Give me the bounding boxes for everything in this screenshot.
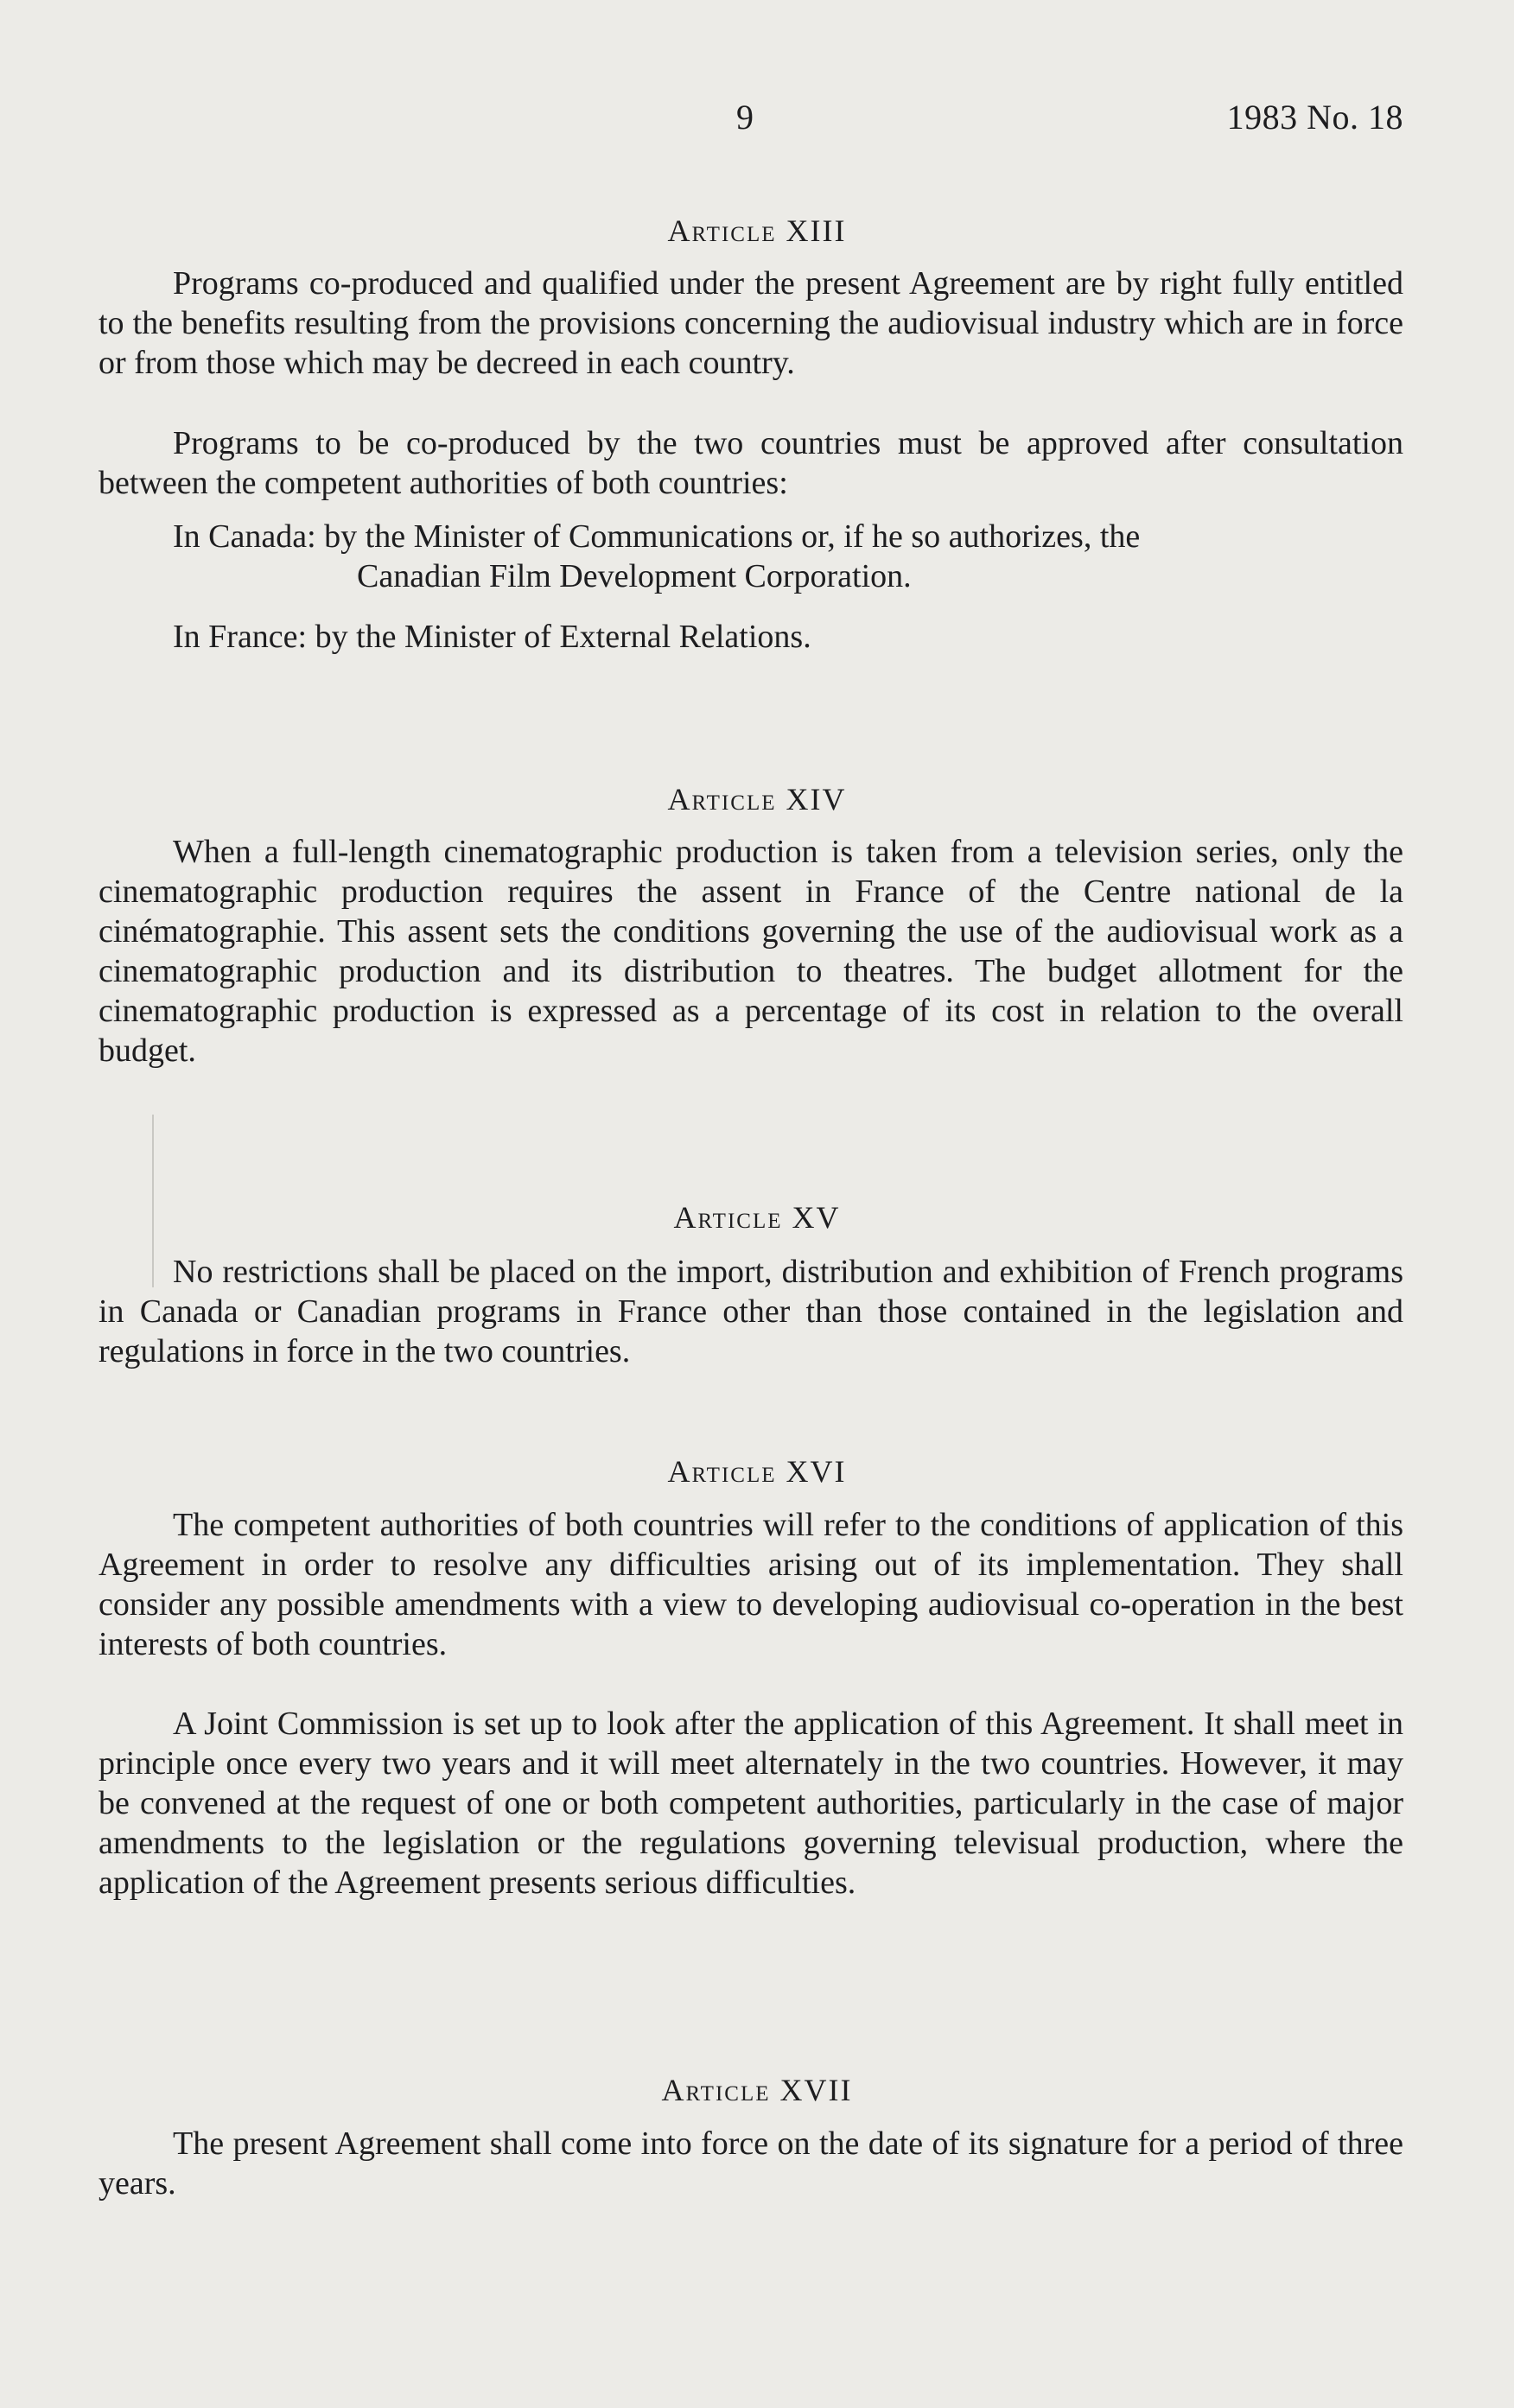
list-item: In France: by the Minister of External Relations. bbox=[173, 619, 811, 655]
article-title: Article XIII bbox=[667, 213, 847, 248]
article-paragraph: Programs to be co-produced by the two countries must be approved after consultation between the competent authorities of both countries: bbox=[99, 425, 1403, 501]
article-title: Article XVI bbox=[667, 1454, 847, 1489]
list-item-line: Canadian Film Development Corporation. bbox=[357, 558, 912, 594]
article-paragraph: Programs co-produced and qualified under the present Agreement are by right fully entitled to the benefits resulting from the provisions concerning the audiovisual industry which are in force or from those which may be decreed in each country. bbox=[99, 265, 1403, 381]
list-item-line: In Canada: by the Minister of Communications or, if he so authorizes, the bbox=[173, 518, 1141, 555]
article-paragraph: A Joint Commission is set up to look after the application of this Agreement. It shall meet in principle once every two years and it will meet alternately in the two countries. However, it may be convened at the request of one or both competent authorities, particularly in the case of major amendments to the legislation or the regulations governing televisual production, where the application of the Agreement presents serious difficulties. bbox=[99, 1706, 1403, 1901]
article-paragraph: When a full-length cinematographic production is taken from a television series, only the cinematographic production requires the assent in France of the Centre national de la cinématographie. This assent sets the conditions governing the use of the audiovisual work as a cinematographic production and its distribution to theatres. The budget allotment for the cinematographic production is expressed as a percentage of its cost in relation to the overall budget. bbox=[99, 834, 1403, 1069]
document-reference: 1983 No. 18 bbox=[1226, 98, 1403, 137]
article-title: Article XIV bbox=[667, 782, 847, 816]
article-title: Article XV bbox=[673, 1200, 841, 1235]
article-title: Article XVII bbox=[661, 2073, 853, 2107]
article-paragraph: No restrictions shall be placed on the import, distribution and exhibition of French programs in Canada or Canadian programs in France other than those contained in the legislation and regulations in force in the two countries. bbox=[99, 1254, 1403, 1369]
article-paragraph: The present Agreement shall come into force on the date of its signature for a period of three years. bbox=[99, 2125, 1403, 2202]
article-paragraph: The competent authorities of both countries will refer to the conditions of application of this Agreement in order to resolve any difficulties arising out of its implementation. They shall consider any possible amendments with a view to developing audiovisual co-operation in the best interests of both countries. bbox=[99, 1507, 1403, 1662]
list-item bbox=[173, 517, 1403, 596]
page-number: 9 bbox=[736, 98, 754, 137]
